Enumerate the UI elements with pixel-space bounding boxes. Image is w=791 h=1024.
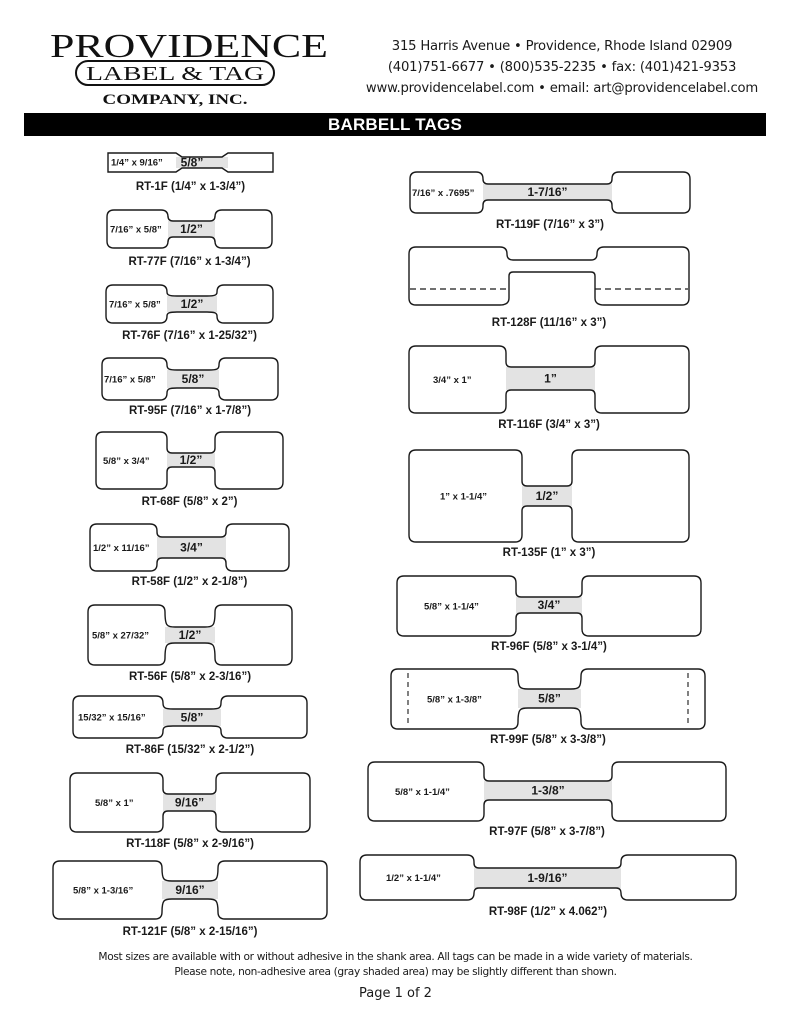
head-size-label: 1/2” x 11/16” <box>93 543 150 554</box>
tag-rt-135f <box>409 450 689 559</box>
shank-length-label: 5/8” <box>181 372 205 386</box>
shank-length-label: 1/2” <box>178 628 202 642</box>
footer-note-line-2: Please note, non-adhesive area (gray shaded area) may be slightly different than shown. <box>174 965 617 978</box>
tag-rt-121f <box>53 861 327 938</box>
logo-company: COMPANY, INC. <box>102 92 248 108</box>
tag-caption: RT-98F (1/2” x 4.062”) <box>488 906 608 918</box>
head-size-label: 5/8” x 1-3/8” <box>427 694 482 706</box>
tag-rt-97f <box>368 762 726 838</box>
tag-rt-98f <box>360 855 736 918</box>
shank-length-label: 1” <box>544 371 557 386</box>
tag-caption: RT-86F (15/32” x 2-1/2”) <box>125 744 255 756</box>
footer-note-line-1: Most sizes are available with or without adhesive in the shank area. All tags can be made in a wide variety of materials. <box>98 951 693 963</box>
banner-title: BARBELL TAGS <box>328 115 462 134</box>
tag-rt-86f <box>73 696 307 756</box>
head-size-label: 1/4” x 9/16” <box>111 157 163 169</box>
tag-outline <box>409 247 689 305</box>
tag-caption: RT-97F (5/8” x 3-7/8”) <box>489 826 605 838</box>
head-size-label: 5/8” x 3/4” <box>103 456 150 467</box>
head-size-label: 7/16” x 5/8” <box>109 299 161 311</box>
shank-length-label: 5/8” <box>180 155 204 170</box>
head-size-label: 7/16” x .7695” <box>412 188 475 199</box>
shank-length-label: 1/2” <box>180 222 203 236</box>
tag-rt-116f <box>409 346 689 431</box>
shank-length-label: 5/8” <box>180 710 204 725</box>
tag-rt-58f <box>90 524 289 588</box>
shank-length-label: 1/2” <box>179 453 203 467</box>
page-number: Page 1 of 2 <box>359 986 432 1001</box>
tag-caption: RT-96F (5/8” x 3-1/4”) <box>491 641 607 653</box>
tag-rt-56f <box>88 605 292 683</box>
footer-note <box>20 950 771 979</box>
head-size-label: 5/8” x 1-1/4” <box>424 601 479 613</box>
head-size-label: 15/32” x 15/16” <box>78 712 146 724</box>
tag-rt-77f <box>107 210 272 268</box>
phone-numbers: (401)751-6677 • (800)535-2235 • fax: (401)421-9353 <box>387 60 737 75</box>
tag-caption: RT-128F (11/16” x 3”) <box>491 317 607 329</box>
shank-length-label: 5/8” <box>538 691 561 706</box>
head-size-label: 7/16” x 5/8” <box>110 224 162 236</box>
shank-length-label: 9/16” <box>174 795 205 810</box>
contact-info <box>352 36 772 99</box>
head-size-label: 1” x 1-1/4” <box>440 491 487 503</box>
tag-rt-68f <box>96 432 283 508</box>
head-size-label: 5/8” x 1-3/16” <box>73 885 134 897</box>
tag-rt-118f <box>70 773 310 850</box>
tag-rt-119f <box>410 172 690 231</box>
web-email[interactable]: www.providencelabel.com • email: art@providencelabel.com <box>365 81 759 96</box>
shank-length-label: 1-9/16” <box>527 871 568 885</box>
tag-caption: RT-58F (1/2” x 2-1/8”) <box>131 576 248 588</box>
tag-caption: RT-95F (7/16” x 1-7/8”) <box>128 405 252 417</box>
head-size-label: 1/2” x 1-1/4” <box>386 873 441 884</box>
section-banner <box>24 113 766 136</box>
tag-rt-128f <box>409 247 689 329</box>
tag-caption: RT-121F (5/8” x 2-15/16”) <box>122 926 258 938</box>
tag-caption: RT-119F (7/16” x 3”) <box>495 219 605 231</box>
tag-rt-96f <box>397 576 701 653</box>
tag-caption: RT-99F (5/8” x 3-3/8”) <box>490 734 606 746</box>
tag-caption: RT-68F (5/8” x 2”) <box>141 496 238 508</box>
shank-length-label: 1-7/16” <box>527 185 568 199</box>
shank-length-label: 1-3/8” <box>531 783 565 798</box>
tag-rt-76f <box>106 285 273 342</box>
address: 315 Harris Avenue • Providence, Rhode Island 02909 <box>391 39 733 54</box>
tag-caption: RT-116F (3/4” x 3”) <box>498 419 600 431</box>
tag-caption: RT-77F (7/16” x 1-3/4”) <box>128 256 251 268</box>
shank-length-label: 3/4” <box>537 598 561 612</box>
shank-length-label: 1/2” <box>180 297 204 311</box>
tag-caption: RT-135F (1” x 3”) <box>502 547 596 559</box>
head-size-label: 7/16” x 5/8” <box>104 374 156 386</box>
shank-length-label: 3/4” <box>180 540 203 555</box>
tag-caption: RT-56F (5/8” x 2-3/16”) <box>128 671 252 683</box>
tag-rt-95f <box>102 358 278 417</box>
tag-caption: RT-118F (5/8” x 2-9/16”) <box>126 838 254 850</box>
tag-rt-1f <box>108 153 273 193</box>
head-size-label: 5/8” x 1-1/4” <box>395 787 450 798</box>
shank-length-label: 9/16” <box>175 883 205 897</box>
head-size-label: 3/4” x 1” <box>433 375 472 386</box>
logo-subtitle: LABEL & TAG <box>86 63 264 85</box>
shank-length-label: 1/2” <box>535 489 559 503</box>
tag-caption: RT-76F (7/16” x 1-25/32”) <box>122 330 257 342</box>
tag-rt-99f <box>391 669 705 746</box>
logo-wordmark: PROVIDENCE <box>50 28 328 65</box>
company-logo <box>46 22 336 114</box>
head-size-label: 5/8” x 1” <box>95 798 134 809</box>
head-size-label: 5/8” x 27/32” <box>92 630 150 642</box>
tag-caption: RT-1F (1/4” x 1-3/4”) <box>135 181 246 193</box>
